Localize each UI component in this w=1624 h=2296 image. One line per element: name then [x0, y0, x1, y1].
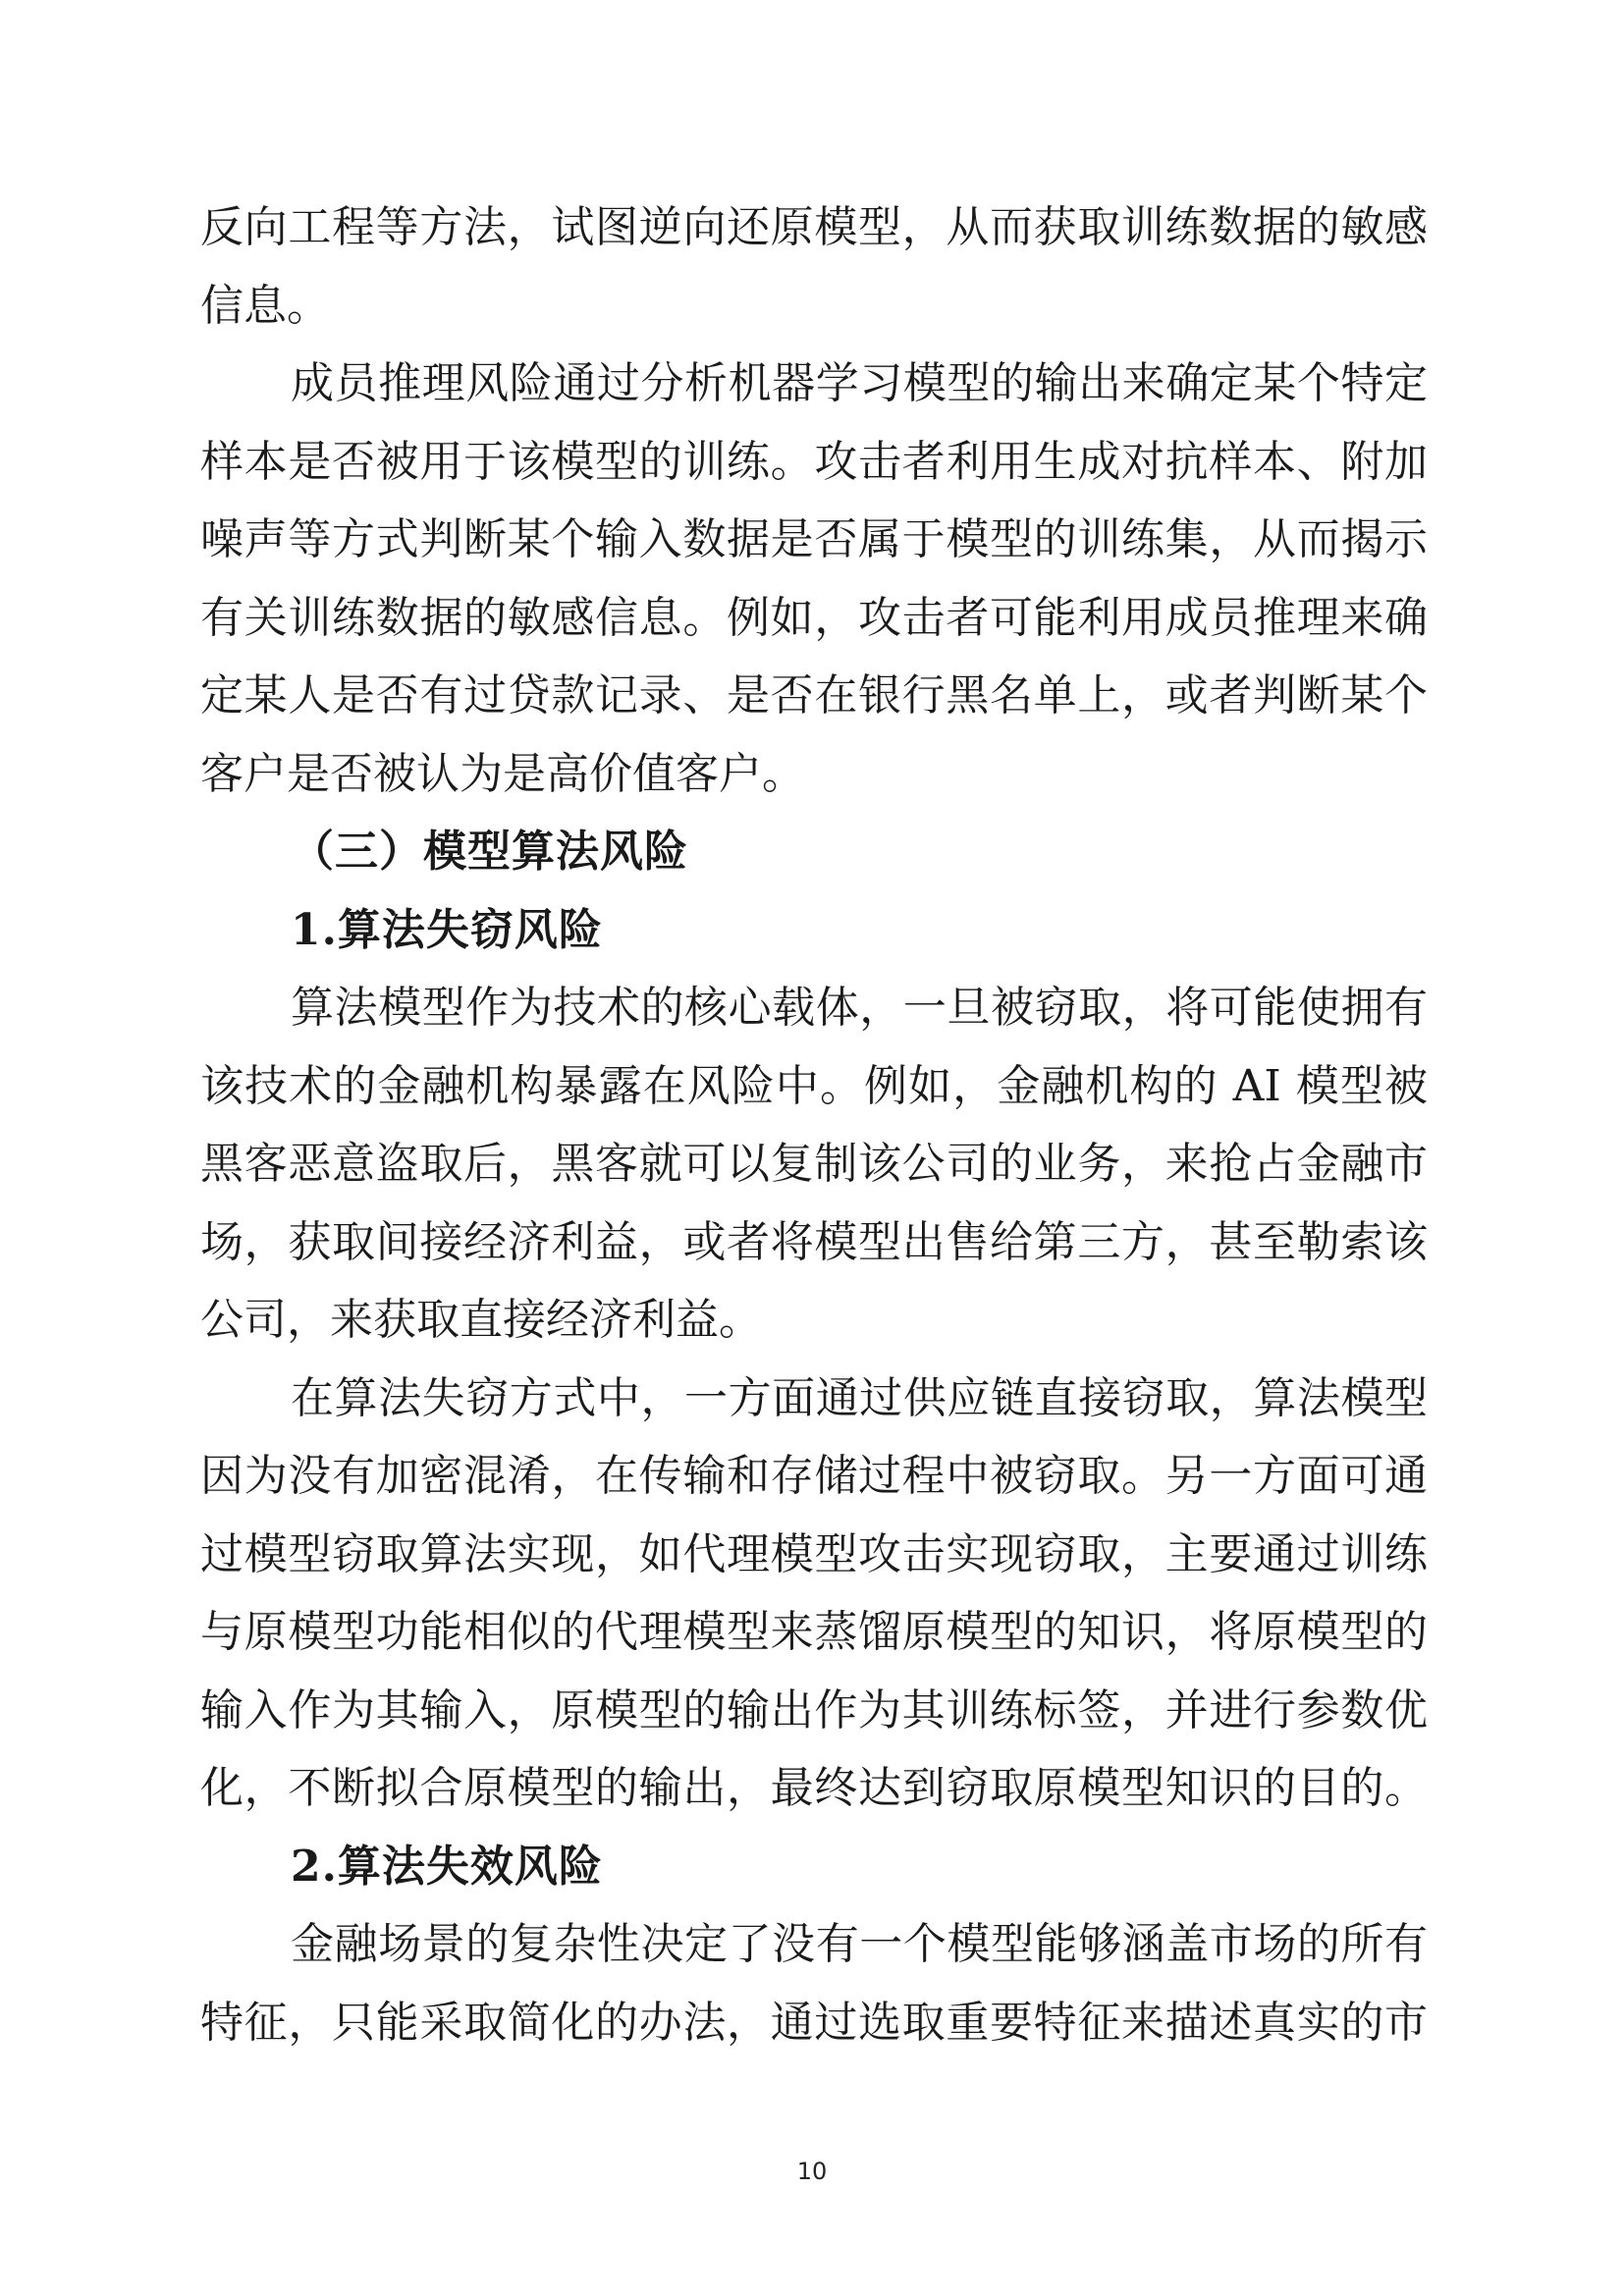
text-line: 输入作为其输入，原模型的输出作为其训练标签，并进行参数优 — [200, 1684, 1428, 1735]
paragraph — [200, 1919, 1428, 2049]
text-line: 黑客恶意盗取后，黑客就可以复制该公司的业务，来抢占金融市 — [200, 1139, 1428, 1189]
subsection-heading: 2.算法失效风险 — [291, 1841, 603, 1892]
text-line: 样本是否被用于该模型的训练。攻击者利用生成对抗样本、附加 — [200, 436, 1428, 487]
text-line: 算法模型作为技术的核心载体，一旦被窃取，将可能使拥有 — [291, 983, 1428, 1033]
paragraph — [200, 358, 1428, 800]
text-line: 有关训练数据的敏感信息。例如，攻击者可能利用成员推理来确 — [200, 592, 1428, 643]
text-line: 因为没有加密混淆，在传输和存储过程中被窃取。另一方面可通 — [200, 1451, 1428, 1501]
document-body — [200, 202, 1428, 2075]
text-line: 公司，来获取直接经济利益。 — [200, 1295, 762, 1345]
text-line: 该技术的金融机构暴露在风险中。例如，金融机构的 AI 模型被 — [200, 1060, 1428, 1111]
paragraph — [200, 202, 1428, 332]
subsection-heading: 1.算法失窃风险 — [291, 904, 603, 955]
text-line: 场，获取间接经济利益，或者将模型出售给第三方，甚至勒索该 — [200, 1216, 1428, 1267]
text-line: 化，不断拟合原模型的输出，最终达到窃取原模型知识的目的。 — [200, 1763, 1428, 1813]
page-number: 10 — [796, 2158, 828, 2185]
text-line: 与原模型功能相似的代理模型来蒸馏原模型的知识，将原模型的 — [200, 1607, 1428, 1657]
text-line: 特征，只能采取简化的办法，通过选取重要特征来描述真实的市 — [200, 1997, 1428, 2048]
text-line: 信息。 — [200, 280, 330, 331]
paragraph — [200, 1373, 1428, 1815]
text-line: 过模型窃取算法实现，如代理模型攻击实现窃取，主要通过训练 — [200, 1528, 1428, 1579]
text-line: 定某人是否有过贷款记录、是否在银行黑名单上，或者判断某个 — [200, 670, 1428, 721]
text-line: 金融场景的复杂性决定了没有一个模型能够涵盖市场的所有 — [291, 1919, 1428, 1969]
text-line: 在算法失窃方式中，一方面通过供应链直接窃取，算法模型 — [291, 1372, 1428, 1423]
text-line: 反向工程等方法，试图逆向还原模型，从而获取训练数据的敏感 — [200, 202, 1428, 252]
text-line: 成员推理风险通过分析机器学习模型的输出来确定某个特定 — [291, 358, 1428, 408]
text-line: 噪声等方式判断某个输入数据是否属于模型的训练集，从而揭示 — [200, 514, 1428, 564]
section-heading: （三）模型算法风险 — [291, 827, 688, 877]
paragraph — [200, 983, 1428, 1346]
text-line: 客户是否被认为是高价值客户。 — [200, 748, 805, 799]
